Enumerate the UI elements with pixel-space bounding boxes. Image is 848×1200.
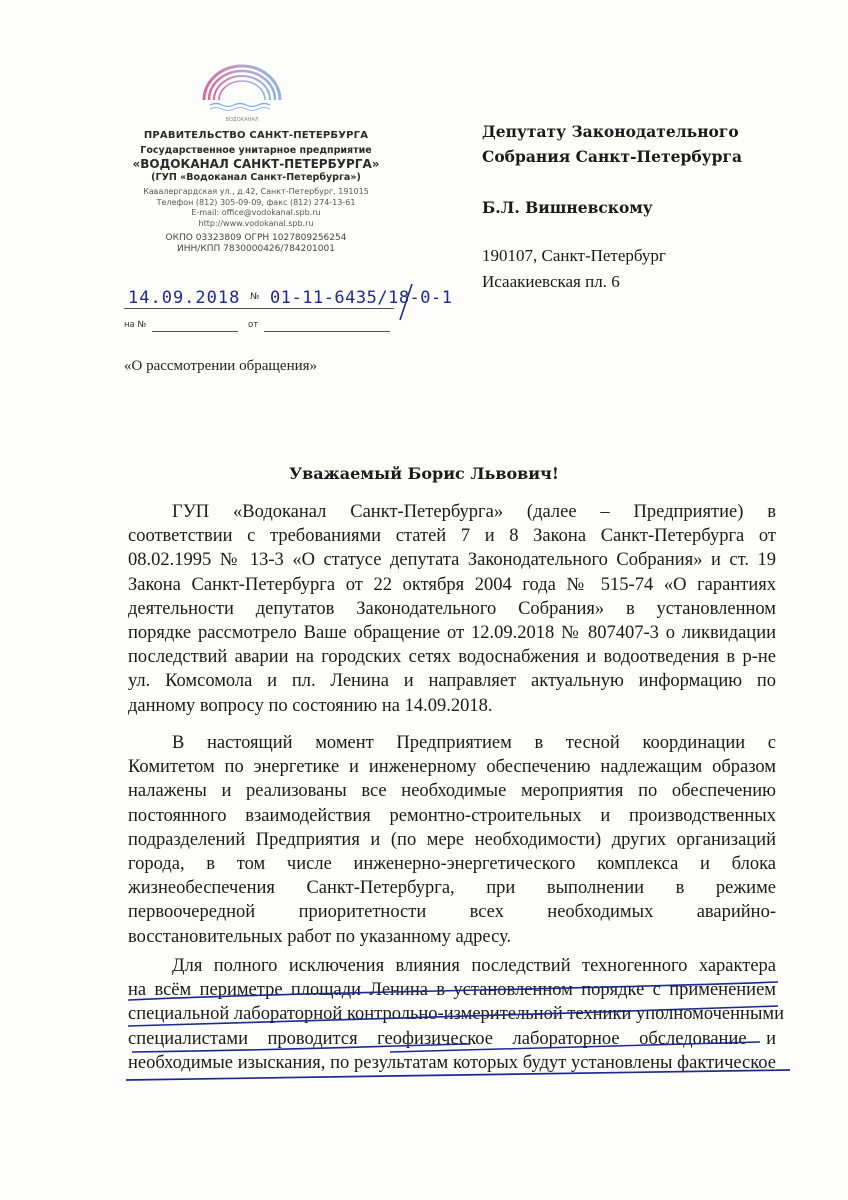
paragraph-line: города, в том числе инженерно-энергетического комплекса и блока <box>128 853 776 874</box>
logo-caption: ВОДОКАНАЛ <box>225 117 259 123</box>
enterprise-name: «ВОДОКАНАЛ САНКТ-ПЕТЕРБУРГА» <box>132 157 380 171</box>
paragraph-2 <box>128 731 776 949</box>
paragraph-line: специальной лабораторной контрольно-измерительной техники уполномоченными <box>128 1004 784 1025</box>
greeting: Уважаемый Борис Львович! <box>289 464 559 483</box>
paragraph-line: данному вопросу по состоянию на 14.09.2018. <box>128 695 493 716</box>
addressee-title-line2: Собрания Санкт-Петербурга <box>482 147 742 166</box>
registration-number: 01-11-6435/18-0-1 <box>270 288 453 308</box>
paragraph-line: налажены и реализованы все необходимые мероприятия по обеспечению <box>128 781 776 802</box>
paragraph-line: необходимые изыскания, по результатам которых будут установлены фактическое <box>128 1052 776 1073</box>
paragraph-line: жизнеобеспечения Санкт-Петербурга, при выполнении в режиме <box>128 878 776 899</box>
paragraph-line: восстановительных работ по указанному адресу. <box>128 926 512 947</box>
reference-no-blank <box>152 331 238 332</box>
registration-underline <box>124 308 394 309</box>
registration-no-label: № <box>250 292 260 302</box>
enterprise-phone: Телефон (812) 305-09-09, факс (812) 274-13-61 <box>156 197 356 207</box>
registration-line <box>124 288 453 310</box>
paragraph-3 <box>128 954 784 1075</box>
paragraph-line: на всём периметре площади Ленина в установленном порядке с применением <box>128 980 776 1001</box>
enterprise-website: http://www.vodokanal.spb.ru <box>198 218 314 228</box>
vodokanal-logo <box>196 58 288 128</box>
paragraph-line: порядке рассмотрело Ваше обращение от 12.09.2018 № 807407-3 о ликвидации <box>128 622 776 643</box>
reference-date-label: от <box>248 320 259 330</box>
reference-line <box>124 320 394 334</box>
paragraph-line: В настоящий момент Предприятием в тесной координации с <box>172 733 776 753</box>
paragraph-line: ул. Комсомола и пл. Ленина и направляет актуальную информацию по <box>128 671 776 692</box>
paragraph-line: специалистами проводится геофизическое лабораторное обследование и <box>128 1028 776 1049</box>
paragraph-line: подразделений Предприятия и (по мере необходимости) других организаций <box>128 829 776 850</box>
letter-subject: «О рассмотрении обращения» <box>124 358 318 374</box>
paragraph-1 <box>128 500 776 718</box>
paragraph-line: Комитетом по энергетике и инженерному обеспечению надлежащим образом <box>128 757 776 778</box>
okpo-ogrn: ОКПО 03323809 ОГРН 1027809256254 <box>165 233 347 243</box>
addressee-street: Исаакиевская пл. 6 <box>482 272 620 291</box>
government-name: ПРАВИТЕЛЬСТВО САНКТ-ПЕТЕРБУРГА <box>143 130 369 141</box>
paragraph-line: ГУП «Водоканал Санкт-Петербурга» (далее – Предприятие) в <box>172 502 776 522</box>
addressee-name: Б.Л. Вишневскому <box>482 198 653 217</box>
paragraph-line: Закона Санкт-Петербурга от 22 октября 2004 года № 515-74 «О гарантиях <box>128 574 776 595</box>
paragraph-line: первоочередной приоритетности всех необходимых аварийно- <box>128 902 776 923</box>
addressee-postal: 190107, Санкт-Петербург <box>482 246 666 265</box>
letterhead <box>106 128 406 255</box>
paragraph-line: 08.02.1995 № 13-3 «О статусе депутата Законодательного Собрания» и ст. 19 <box>128 550 776 571</box>
reference-date-blank <box>264 331 390 332</box>
addressee-title-line1: Депутату Законодательного <box>482 122 739 141</box>
handwritten-slash-mark <box>392 282 422 322</box>
enterprise-short-name: (ГУП «Водоканал Санкт-Петербурга») <box>151 172 361 183</box>
enterprise-address: Кавалергардская ул., д.42, Санкт-Петербург, 191015 <box>143 187 369 196</box>
paragraph-line: последствий аварии на городских сетях водоснабжения и водоотведения в р-не <box>128 647 776 668</box>
paragraph-line: соответствии с требованиями статей 7 и 8 Закона Санкт-Петербурга от <box>128 526 776 547</box>
reference-no-label: на № <box>124 320 147 330</box>
inn-kpp: ИНН/КПП 7830000426/784201001 <box>177 244 335 254</box>
enterprise-email: E-mail: office@vodokanal.spb.ru <box>191 208 321 217</box>
paragraph-line: деятельности депутатов Законодательного Собрания» в установленном <box>128 598 776 619</box>
registration-date: 14.09.2018 <box>128 288 241 308</box>
paragraph-line: Для полного исключения влияния последствий техногенного характера <box>172 956 776 976</box>
enterprise-type: Государственное унитарное предприятие <box>140 145 372 156</box>
paragraph-line: постоянного взаимодействия ремонтно-строительных и производственных <box>128 805 776 826</box>
